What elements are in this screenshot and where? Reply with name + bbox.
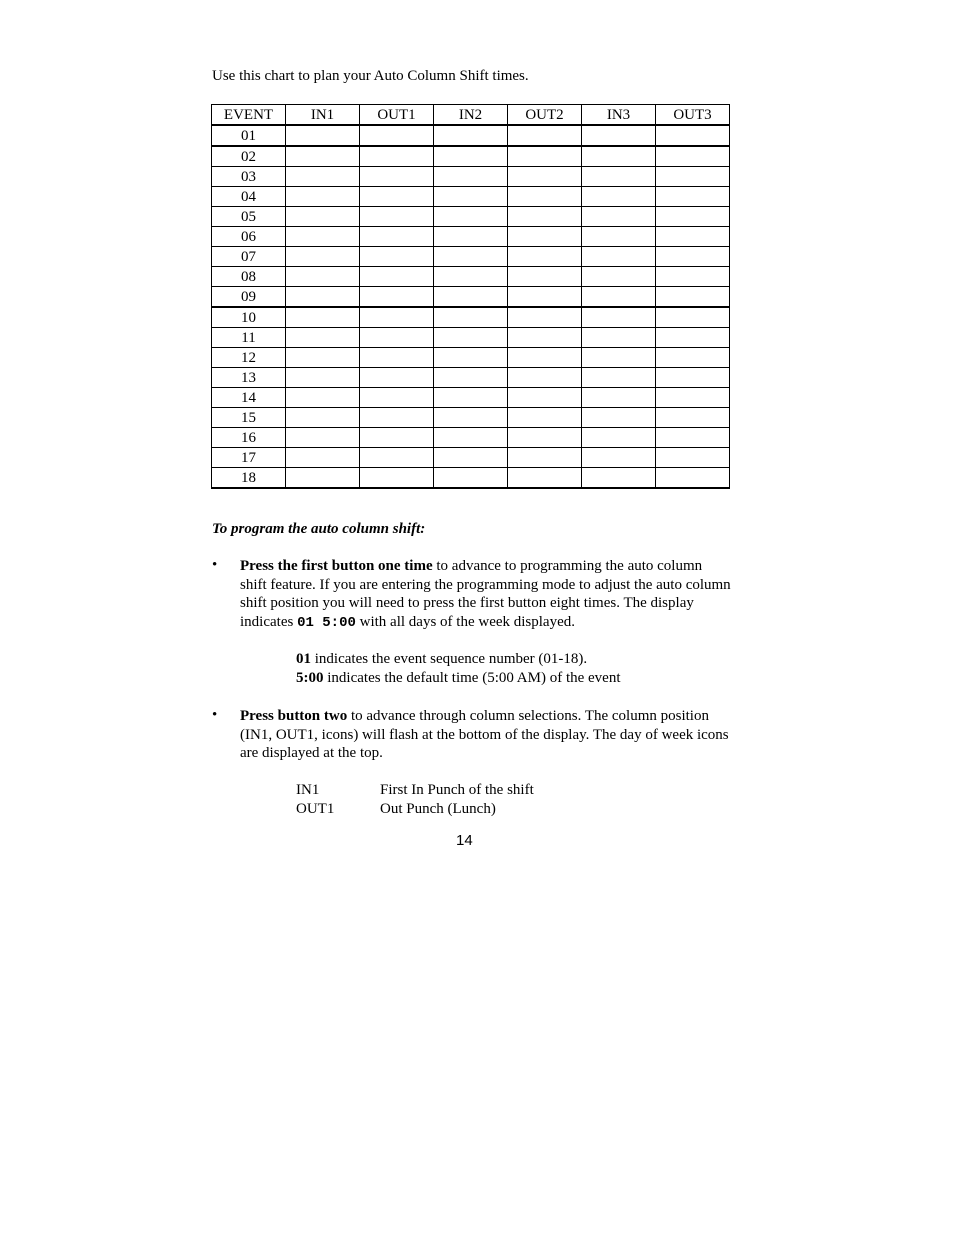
step-2-paragraph bbox=[240, 707, 732, 763]
time-entry-cell bbox=[582, 408, 656, 428]
time-entry-cell bbox=[508, 388, 582, 408]
time-entry-cell bbox=[360, 448, 434, 468]
time-entry-cell bbox=[508, 247, 582, 267]
time-entry-cell bbox=[360, 287, 434, 308]
table-row bbox=[212, 207, 730, 227]
time-entry-cell bbox=[286, 187, 360, 207]
event-number-cell: 04 bbox=[212, 187, 286, 207]
event-number-cell: 05 bbox=[212, 207, 286, 227]
event-number-cell: 01 bbox=[212, 125, 286, 146]
bullet-dot-icon: • bbox=[212, 707, 218, 723]
time-entry-cell bbox=[582, 388, 656, 408]
definition-text: indicates the event sequence number (01-18). bbox=[311, 651, 588, 667]
time-entry-cell bbox=[656, 448, 730, 468]
time-entry-cell bbox=[360, 187, 434, 207]
time-entry-cell bbox=[360, 207, 434, 227]
step-1-text-a: to advance to programming the auto column shift feature. If you are entering the programming mode to adjust the auto column shift position you will need to press the first button eight times. The display indicates bbox=[240, 558, 731, 631]
time-entry-cell bbox=[508, 187, 582, 207]
time-entry-cell bbox=[286, 125, 360, 146]
time-entry-cell bbox=[656, 207, 730, 227]
time-entry-cell bbox=[656, 348, 730, 368]
header-out1: OUT1 bbox=[360, 105, 434, 126]
time-entry-cell bbox=[508, 287, 582, 308]
column-term: OUT1 bbox=[296, 801, 335, 817]
time-entry-cell bbox=[582, 428, 656, 448]
time-entry-cell bbox=[434, 368, 508, 388]
event-number-cell: 15 bbox=[212, 408, 286, 428]
time-entry-cell bbox=[434, 348, 508, 368]
event-number-cell: 03 bbox=[212, 167, 286, 187]
definition-line bbox=[296, 669, 621, 688]
header-in3: IN3 bbox=[582, 105, 656, 126]
time-entry-cell bbox=[656, 328, 730, 348]
time-entry-cell bbox=[656, 167, 730, 187]
time-entry-cell bbox=[286, 468, 360, 489]
time-entry-cell bbox=[434, 167, 508, 187]
time-entry-cell bbox=[360, 247, 434, 267]
event-number-cell: 16 bbox=[212, 428, 286, 448]
table-row bbox=[212, 468, 730, 489]
time-entry-cell bbox=[508, 408, 582, 428]
event-number-cell: 14 bbox=[212, 388, 286, 408]
table-row bbox=[212, 167, 730, 187]
time-entry-cell bbox=[286, 146, 360, 167]
header-out3: OUT3 bbox=[656, 105, 730, 126]
table-row bbox=[212, 187, 730, 207]
event-number-cell: 17 bbox=[212, 448, 286, 468]
time-entry-cell bbox=[656, 125, 730, 146]
table-row bbox=[212, 307, 730, 328]
time-entry-cell bbox=[582, 125, 656, 146]
time-entry-cell bbox=[360, 408, 434, 428]
time-entry-cell bbox=[434, 227, 508, 247]
time-entry-cell bbox=[360, 348, 434, 368]
time-entry-cell bbox=[508, 125, 582, 146]
event-number-cell: 09 bbox=[212, 287, 286, 308]
bullet-dot-icon: • bbox=[212, 557, 218, 573]
time-entry-cell bbox=[508, 146, 582, 167]
time-entry-cell bbox=[286, 167, 360, 187]
time-entry-cell bbox=[582, 247, 656, 267]
time-entry-cell bbox=[286, 428, 360, 448]
definition-text: indicates the default time (5:00 AM) of the event bbox=[323, 670, 621, 686]
header-in2: IN2 bbox=[434, 105, 508, 126]
definition-term: 01 bbox=[296, 651, 311, 667]
time-entry-cell bbox=[656, 227, 730, 247]
time-entry-cell bbox=[508, 348, 582, 368]
time-entry-cell bbox=[508, 468, 582, 489]
time-entry-cell bbox=[286, 348, 360, 368]
time-entry-cell bbox=[434, 307, 508, 328]
display-reading: 01 5:00 bbox=[297, 615, 356, 632]
time-entry-cell bbox=[286, 328, 360, 348]
time-entry-cell bbox=[286, 267, 360, 287]
time-entry-cell bbox=[582, 468, 656, 489]
time-entry-cell bbox=[656, 187, 730, 207]
time-entry-cell bbox=[508, 207, 582, 227]
intro-text: Use this chart to plan your Auto Column Shift times. bbox=[212, 68, 529, 84]
time-entry-cell bbox=[582, 328, 656, 348]
time-entry-cell bbox=[434, 388, 508, 408]
time-entry-cell bbox=[434, 468, 508, 489]
time-entry-cell bbox=[286, 307, 360, 328]
time-entry-cell bbox=[656, 146, 730, 167]
time-entry-cell bbox=[656, 388, 730, 408]
time-entry-cell bbox=[508, 448, 582, 468]
step-1-paragraph bbox=[240, 557, 732, 633]
header-event: EVENT bbox=[212, 105, 286, 126]
time-entry-cell bbox=[508, 368, 582, 388]
time-entry-cell bbox=[508, 328, 582, 348]
table-row bbox=[212, 227, 730, 247]
time-entry-cell bbox=[434, 428, 508, 448]
time-entry-cell bbox=[360, 146, 434, 167]
time-entry-cell bbox=[582, 146, 656, 167]
table-row bbox=[212, 368, 730, 388]
column-term: IN1 bbox=[296, 782, 320, 798]
time-entry-cell bbox=[434, 187, 508, 207]
event-number-cell: 08 bbox=[212, 267, 286, 287]
time-entry-cell bbox=[286, 448, 360, 468]
page-number: 14 bbox=[456, 832, 473, 849]
time-entry-cell bbox=[360, 227, 434, 247]
time-entry-cell bbox=[434, 247, 508, 267]
time-entry-cell bbox=[360, 428, 434, 448]
column-description: First In Punch of the shift bbox=[380, 782, 534, 798]
time-entry-cell bbox=[508, 428, 582, 448]
table-row bbox=[212, 448, 730, 468]
time-entry-cell bbox=[582, 207, 656, 227]
table-row bbox=[212, 125, 730, 146]
event-number-cell: 02 bbox=[212, 146, 286, 167]
time-entry-cell bbox=[434, 287, 508, 308]
definition-term: 5:00 bbox=[296, 670, 324, 686]
time-entry-cell bbox=[582, 287, 656, 308]
time-entry-cell bbox=[434, 146, 508, 167]
time-entry-cell bbox=[286, 408, 360, 428]
time-entry-cell bbox=[582, 167, 656, 187]
event-number-cell: 11 bbox=[212, 328, 286, 348]
time-entry-cell bbox=[434, 267, 508, 287]
time-entry-cell bbox=[360, 167, 434, 187]
time-entry-cell bbox=[508, 267, 582, 287]
time-entry-cell bbox=[434, 408, 508, 428]
time-entry-cell bbox=[582, 448, 656, 468]
time-entry-cell bbox=[286, 368, 360, 388]
section-heading: To program the auto column shift: bbox=[212, 521, 426, 537]
time-entry-cell bbox=[582, 267, 656, 287]
step-2-text: to advance through column selections. The column position (IN1, OUT1, icons) will flash at the bottom of the display. The day of week icons are displayed at the top. bbox=[240, 708, 729, 762]
event-number-cell: 13 bbox=[212, 368, 286, 388]
time-entry-cell bbox=[360, 388, 434, 408]
table-row bbox=[212, 146, 730, 167]
header-out2: OUT2 bbox=[508, 105, 582, 126]
time-entry-cell bbox=[286, 247, 360, 267]
table-header-row bbox=[212, 105, 730, 126]
step-1-bold: Press the first button one time bbox=[240, 558, 433, 574]
time-entry-cell bbox=[656, 428, 730, 448]
time-entry-cell bbox=[582, 227, 656, 247]
table-row bbox=[212, 247, 730, 267]
time-entry-cell bbox=[656, 307, 730, 328]
table-row bbox=[212, 267, 730, 287]
time-entry-cell bbox=[286, 227, 360, 247]
time-entry-cell bbox=[360, 307, 434, 328]
table-row bbox=[212, 388, 730, 408]
time-entry-cell bbox=[656, 468, 730, 489]
auto-column-shift-chart bbox=[211, 104, 730, 489]
time-entry-cell bbox=[656, 267, 730, 287]
time-entry-cell bbox=[434, 125, 508, 146]
time-entry-cell bbox=[286, 388, 360, 408]
time-entry-cell bbox=[434, 207, 508, 227]
column-description: Out Punch (Lunch) bbox=[380, 801, 496, 817]
event-number-cell: 12 bbox=[212, 348, 286, 368]
table-row bbox=[212, 348, 730, 368]
time-entry-cell bbox=[360, 368, 434, 388]
event-number-cell: 07 bbox=[212, 247, 286, 267]
time-entry-cell bbox=[360, 468, 434, 489]
time-entry-cell bbox=[656, 408, 730, 428]
time-entry-cell bbox=[508, 307, 582, 328]
time-entry-cell bbox=[286, 287, 360, 308]
step-1-text-b: with all days of the week displayed. bbox=[355, 614, 576, 631]
time-entry-cell bbox=[582, 307, 656, 328]
table-row bbox=[212, 408, 730, 428]
definition-line bbox=[296, 650, 587, 669]
event-number-cell: 06 bbox=[212, 227, 286, 247]
event-number-cell: 18 bbox=[212, 468, 286, 489]
time-entry-cell bbox=[656, 247, 730, 267]
time-entry-cell bbox=[656, 368, 730, 388]
time-entry-cell bbox=[360, 328, 434, 348]
time-entry-cell bbox=[360, 267, 434, 287]
time-entry-cell bbox=[286, 207, 360, 227]
time-entry-cell bbox=[582, 187, 656, 207]
time-entry-cell bbox=[360, 125, 434, 146]
table-row bbox=[212, 328, 730, 348]
event-number-cell: 10 bbox=[212, 307, 286, 328]
time-entry-cell bbox=[582, 368, 656, 388]
table-row bbox=[212, 287, 730, 308]
time-entry-cell bbox=[582, 348, 656, 368]
time-entry-cell bbox=[434, 448, 508, 468]
time-entry-cell bbox=[508, 167, 582, 187]
table-row bbox=[212, 428, 730, 448]
time-entry-cell bbox=[508, 227, 582, 247]
time-entry-cell bbox=[434, 328, 508, 348]
step-2-bold: Press button two bbox=[240, 708, 348, 724]
time-entry-cell bbox=[656, 287, 730, 308]
header-in1: IN1 bbox=[286, 105, 360, 126]
